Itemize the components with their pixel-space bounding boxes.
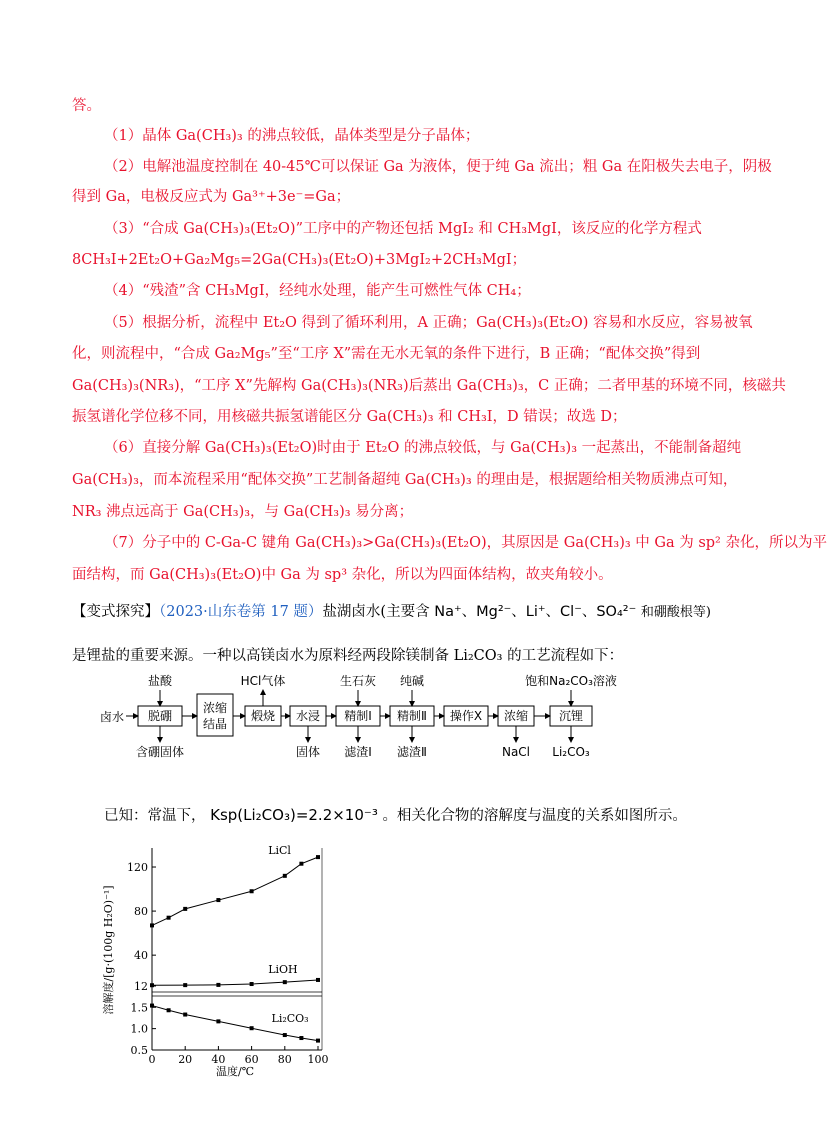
variant-tail: 和硼酸根等) [640,605,711,620]
variant-label: 【变式探究】 [72,604,159,620]
data-point [283,980,287,984]
flow-bottom-label: 滤渣Ⅱ [397,745,427,759]
y-tick-label: 120 [127,861,148,875]
answer-line: Ga(CH₃)₃(NR₃)，“工序 X”先解构 Ga(CH₃)₃(NR₃)后蒸出 Ga(CH₃)₃，C 正确；二者甲基的环境不同，核磁共 [72,378,786,394]
data-point [299,862,303,866]
data-point [216,983,220,987]
known-prefix: 已知：常温下， [104,808,206,824]
flow-input: 卤水 [100,710,125,724]
series-line [152,857,318,925]
data-point [150,923,154,927]
y-tick-label: 80 [134,905,148,919]
answer-line: 化，则流程中，“合成 Ga₂Mg₅”至“工序 X”需在无水无氧的条件下进行，B 正确；“配体交换”得到 [72,346,701,362]
data-point [216,1019,220,1023]
series-line [152,980,318,985]
answer-line: （6）直接分解 Ga(CH₃)₃(Et₂O)时由于 Et₂O 的沸点较低，与 Ga(CH₃)₃ 一起蒸出，不能制备超纯 [104,440,742,456]
flow-bottom-label: 滤渣Ⅰ [344,745,372,759]
answer-line: 得到 Ga，电极反应式为 Ga³⁺+3e⁻=Ga； [72,189,351,205]
variant-header [72,602,711,623]
flow-step: 水浸 [295,709,321,723]
solubility-chart [100,838,340,1078]
data-point [150,1004,154,1008]
data-point [283,874,287,878]
flow-step: 浓缩 [202,701,228,715]
flow-top-label: 盐酸 [147,674,173,688]
data-point [316,1039,320,1043]
data-point [316,978,320,982]
flow-step: 煅烧 [250,709,276,723]
y-tick-label: 12 [134,980,148,993]
answer-line: （7）分子中的 C-Ga-C 键角 Ga(CH₃)₃>Ga(CH₃)₃(Et₂O)，其原因是 Ga(CH₃)₃ 中 Ga 为 sp² 杂化，所以为平 [104,535,827,551]
y-tick-label: 0.5 [130,1044,148,1057]
data-point [167,916,171,920]
variant-line2: 是锂盐的重要来源。一种以高镁卤水为原料经两段除镁制备 Li₂CO₃ 的工艺流程如下： [72,648,624,664]
data-point [316,855,320,859]
flow-top-label: 生石灰 [339,674,377,688]
known-suffix: 。相关化合物的溶解度与温度的关系如图所示。 [382,808,687,824]
x-axis-label: 温度/℃ [215,1065,255,1078]
y-tick-label: 1.0 [130,1022,148,1036]
flow-bottom-label: 含硼固体 [135,745,185,759]
answer-line: （3）“合成 Ga(CH₃)₃(Et₂O)”工序中的产物还包括 MgI₂ 和 CH₃MgI，该反应的化学方程式 [104,221,702,237]
y-tick-label: 1.5 [130,1001,148,1015]
answer-line: （2）电解池温度控制在 40-45℃可以保证 Ga 为液体，便于纯 Ga 流出；粗 Ga 在阳极失去电子，阴极 [104,159,772,175]
flow-step: 浓缩 [503,709,529,723]
x-tick-label: 40 [211,1053,226,1066]
data-point [183,983,187,987]
ksp-expression: Ksp(Li₂CO₃)=2.2×10⁻³ [210,806,378,824]
flow-step: 沉锂 [558,709,584,723]
data-point [183,907,187,911]
variant-source: （2023·山东卷第 17 题） [159,604,323,620]
flow-top-label: 纯碱 [399,674,425,688]
variant-intro: 盐湖卤水(主要含 [322,604,430,620]
answer-line: 答。 [72,98,101,114]
flow-top-label: 饱和Na₂CO₃溶液 [525,674,617,688]
answer-line: Ga(CH₃)₃，而本流程采用“配体交换”工艺制备超纯 Ga(CH₃)₃ 的理由是，根据题给相关物质沸点可知， [72,472,738,488]
answer-line: （4）“残渣”含 CH₃MgI，经纯水处理，能产生可燃性气体 CH₄； [104,283,531,299]
flow-step: 结晶 [202,717,228,731]
flow-bottom-label: Li₂CO₃ [552,745,590,759]
answer-line: 8CH₃I+2Et₂O+Ga₂Mg₅=2Ga(CH₃)₃(Et₂O)+3MgI₂+2CH₃MgI； [72,252,527,268]
x-tick-label: 80 [277,1053,292,1066]
data-point [299,1036,303,1040]
data-point [250,1026,254,1030]
y-tick-label: 40 [134,949,148,963]
flow-step: 精制Ⅰ [344,709,372,723]
answer-line: 振氢谱化学位移不同，用核磁共振氢谱能区分 Ga(CH₃)₃ 和 CH₃I，D 错误；故选 D； [72,409,627,425]
answer-line: （1）晶体 Ga(CH₃)₃ 的沸点较低，晶体类型是分子晶体； [104,128,480,144]
process-flow-diagram [100,672,700,772]
series-label: Li₂CO₃ [271,1012,309,1026]
series-label: LiOH [268,962,298,976]
x-tick-label: 100 [307,1053,329,1066]
x-tick-label: 60 [244,1053,259,1066]
flow-bottom-label: NaCl [501,745,531,759]
data-point [216,898,220,902]
series-label: LiCl [268,843,291,857]
flow-step: 脱硼 [147,709,173,723]
flow-step: 操作X [449,709,483,723]
x-tick-label: 20 [178,1053,193,1066]
flow-bottom-label: 固体 [295,745,321,759]
flow-step: 精制Ⅱ [397,709,427,723]
data-point [150,983,154,987]
data-point [250,889,254,893]
data-point [167,1008,171,1012]
flow-top-label: HCl气体 [240,674,286,688]
answer-line: 面结构，而 Ga(CH₃)₃(Et₂O)中 Ga 为 sp³ 杂化，所以为四面体结构，故夹角较小。 [72,567,613,583]
data-point [250,982,254,986]
data-point [283,1033,287,1037]
data-point [183,1013,187,1017]
y-axis-label: 溶解度/[g·(100g H₂O)⁻¹] [102,885,115,1015]
known-line [104,805,687,826]
answer-line: （5）根据分析，流程中 Et₂O 得到了循环利用，A 正确；Ga(CH₃)₃(Et₂O) 容易和水反应，容易被氧 [104,315,753,331]
answer-line: NR₃ 沸点远高于 Ga(CH₃)₃，与 Ga(CH₃)₃ 易分离； [72,504,414,520]
variant-ions: Na⁺、Mg²⁻、Li⁺、Cl⁻、SO₄²⁻ [434,604,637,620]
x-tick-label: 0 [148,1053,156,1066]
